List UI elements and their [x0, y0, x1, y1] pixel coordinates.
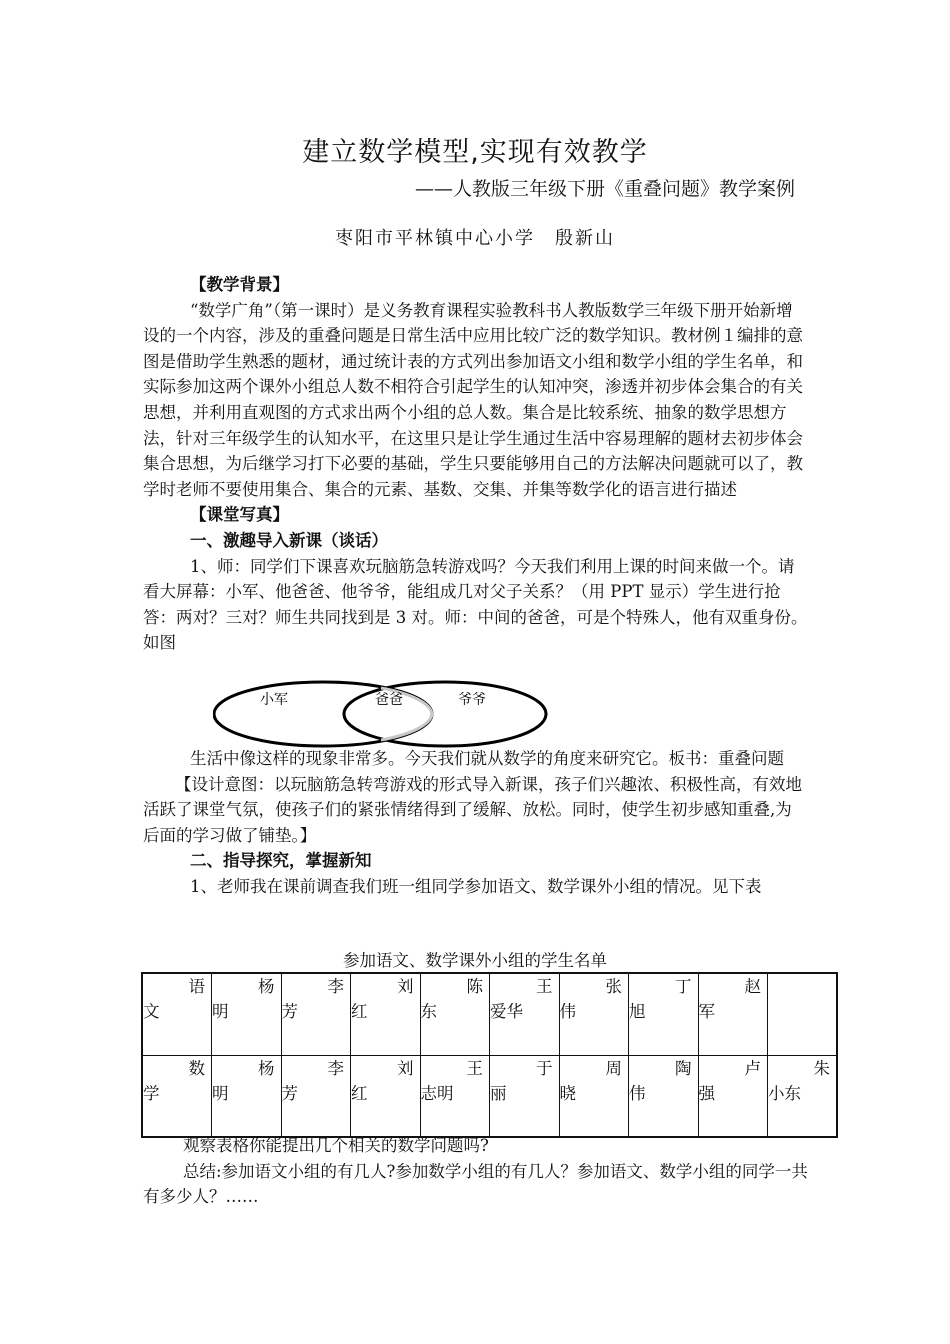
after-venn-paragraph: 生活中像这样的现象非常多。今天我们就从数学的角度来研究它。板书：重叠问题 — [190, 749, 784, 768]
background-paragraph: “数学广角”（第一课时）是义务教育课程实验教科书人教版数学三年级下册开始新增设的一个内容，涉及的重叠问题是日常生活中应用比较广泛的数学知识。教材例１编排的意图是借助学生熟悉的题材，通过统计表的方式列出参加语文小组和数学小组的学生名单，和实际参加这两个课外小组总人数不相符合引起学生的认知冲突，渗透并初步体会集合的有关思想，并利用直观图的方式求出两个小组的总人数。集合是比较系统、抽象的数学思想方法，针对三年级学生的认知水平，在这里只是让学生通过生活中容易理解的题材去初步体会集合思想，为后继学习打下必要的基础，学生只要能够用自己的方法解决问题就可以了，教学时老师不要使用集合、集合的元素、基数、交集、并集等数学化的语言进行描述 — [143, 300, 803, 499]
name-cell-text: 杨 明 — [212, 977, 275, 1021]
table-cell — [420, 1055, 490, 1137]
part2-section — [143, 746, 808, 900]
table-cell — [212, 1055, 282, 1137]
background-heading: 【教学背景】 — [190, 275, 289, 294]
table-cell — [281, 973, 351, 1055]
name-cell-text: 数 学 — [143, 1058, 205, 1103]
class-heading: 【课堂写真】 — [190, 505, 289, 525]
question-section — [143, 1133, 808, 1210]
table-cell — [212, 973, 282, 1055]
table-cell — [559, 1055, 629, 1137]
table-cell — [142, 1055, 212, 1137]
table-cell — [490, 1055, 560, 1137]
table-cell — [351, 1055, 421, 1137]
name-cell-text: 李 芳 — [281, 977, 344, 1021]
name-cell-text: 丁 旭 — [629, 977, 692, 1021]
name-cell-text: 陈 东 — [420, 977, 483, 1021]
name-cell-text: 刘 红 — [351, 977, 414, 1021]
part2-heading: 二、指导探究，掌握新知 — [190, 851, 372, 871]
venn-diagram — [213, 670, 553, 750]
name-cell-text: 刘 红 — [351, 1058, 414, 1103]
name-cell-text: 赵 军 — [698, 977, 761, 1021]
document-title: 建立数学模型,实现有效教学 — [302, 137, 648, 168]
table-cell — [698, 973, 768, 1055]
venn-middle-label: 爸爸 — [375, 692, 403, 708]
part1-heading: 一、激趣导入新课（谈话） — [190, 530, 388, 550]
name-cell-text: 朱 小东 — [768, 1058, 830, 1103]
table-cell — [698, 1055, 768, 1137]
name-cell-text: 于 丽 — [490, 1058, 553, 1103]
venn-right-label: 爷爷 — [458, 692, 486, 708]
table-row — [142, 1055, 837, 1137]
name-cell-text: 语 文 — [143, 977, 205, 1021]
document-subtitle: ——人教版三年级下册《重叠问题》教学案例 — [414, 178, 795, 200]
name-cell-text: 杨 明 — [212, 1058, 275, 1103]
table-cell — [281, 1055, 351, 1137]
table-cell — [629, 1055, 699, 1137]
summary-paragraph: 总结:参加语文小组的有几人?参加数学小组的有几人？参加语文、数学小组的同学一共有多少人？…… — [143, 1161, 808, 1207]
name-cell-text: 周 晓 — [559, 1058, 622, 1103]
name-cell-text: 陶 伟 — [629, 1058, 692, 1103]
table-cell — [768, 1055, 838, 1137]
name-cell-text: 张 伟 — [559, 977, 622, 1021]
table-row — [142, 973, 837, 1055]
table-caption: 参加语文、数学课外小组的学生名单 — [343, 951, 607, 970]
name-table — [141, 972, 838, 1138]
background-section — [143, 272, 816, 656]
name-cell-text: 卢 强 — [698, 1058, 761, 1103]
question-paragraph: 观察表格你能提出几个相关的数学问题吗? — [183, 1136, 489, 1155]
table-cell — [629, 973, 699, 1055]
table-cell — [490, 973, 560, 1055]
venn-left-label: 小军 — [260, 692, 288, 708]
table-cell — [142, 973, 212, 1055]
name-cell-text: 李 芳 — [281, 1058, 344, 1103]
name-cell-text: 王 爱华 — [490, 977, 553, 1021]
author-line: 枣阳市平林镇中心小学 殷新山 — [335, 228, 615, 249]
table-cell — [420, 973, 490, 1055]
design-intent-paragraph: 【设计意图：以玩脑筋急转弯游戏的形式导入新课，孩子们兴趣浓、积极性高，有效地活跃了课堂气氛，使孩子们的紧张情绪得到了缓解、放松。同时，使学生初步感知重叠,为后面的学习做了铺垫。】 — [143, 774, 802, 845]
table-cell — [351, 973, 421, 1055]
name-cell-text: 王 志明 — [420, 1058, 483, 1103]
table-cell — [768, 973, 838, 1055]
part1-paragraph: 1、师：同学们下课喜欢玩脑筋急转游戏吗？今天我们利用上课的时间来做一个。请看大屏幕：小军、他爸爸、他爷爷，能组成几对父子关系？（用 PPT 显示）学生进行抢答：两对？三对？师生共同找到是 3 对。师：中间的爸爸，可是个特殊人，他有双重身份。 如图 — [143, 556, 816, 653]
table-cell — [559, 973, 629, 1055]
part2-paragraph: 1、老师我在课前调查我们班一组同学参加语文、数学课外小组的情况。见下表 — [190, 876, 762, 896]
